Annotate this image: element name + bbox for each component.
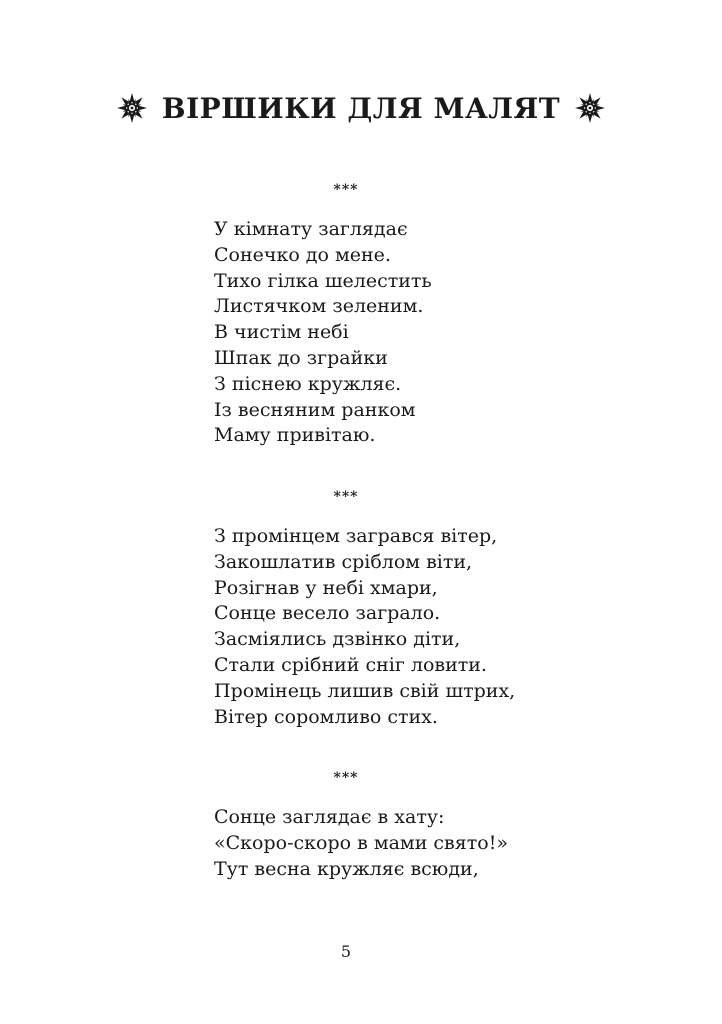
poem-2-stanza (214, 524, 515, 730)
poem-separator: *** (333, 182, 359, 198)
poem-line: Із весняним ранком (214, 398, 416, 421)
poem-line: Стали срібний сніг ловити. (214, 653, 487, 676)
poem-line: Листячком зеленим. (214, 295, 424, 318)
poem-3-stanza (214, 805, 508, 882)
poem-line: У кімнату заглядає (214, 218, 408, 240)
poem-line: З піснею кружляє. (214, 372, 402, 395)
flower-ornament-icon (116, 92, 148, 124)
poem-line: Закошлатив сріблом віти, (214, 550, 473, 573)
flower-ornament-icon (574, 92, 606, 124)
poem-line: Промінець лишив свій штрих, (214, 679, 516, 702)
poem-line: Шпак до зграйки (214, 346, 388, 369)
poem-line: Сонце заглядає в хату: (214, 806, 445, 828)
poem-line: Сонце весело заграло. (214, 602, 441, 625)
poem-line: В чистім небі (214, 321, 349, 344)
poem-line: Тихо гілка шелестить (214, 269, 432, 292)
poem-line: Засміялись дзвінко діти, (214, 628, 461, 651)
poem-line: Тут весна кружляє всюди, (214, 857, 479, 880)
page-number: 5 (340, 942, 352, 961)
poem-line: Вітер соромливо стих. (214, 705, 438, 728)
poem-separator: *** (333, 770, 359, 786)
page-header (0, 86, 722, 130)
poem-separator: *** (333, 489, 359, 505)
poem-line: Розігнав у небі хмари, (214, 576, 438, 599)
poem-line: Маму привітаю. (214, 424, 376, 447)
poem-line: «Скоро-скоро в мами свято!» (214, 831, 508, 854)
poem-line: Сонечко до мене. (214, 243, 391, 266)
page-title: ВІРШИКИ ДЛЯ МАЛЯТ (161, 91, 561, 125)
poem-line: З промінцем загрався вітер, (214, 525, 498, 547)
poem-1-stanza (214, 217, 432, 449)
